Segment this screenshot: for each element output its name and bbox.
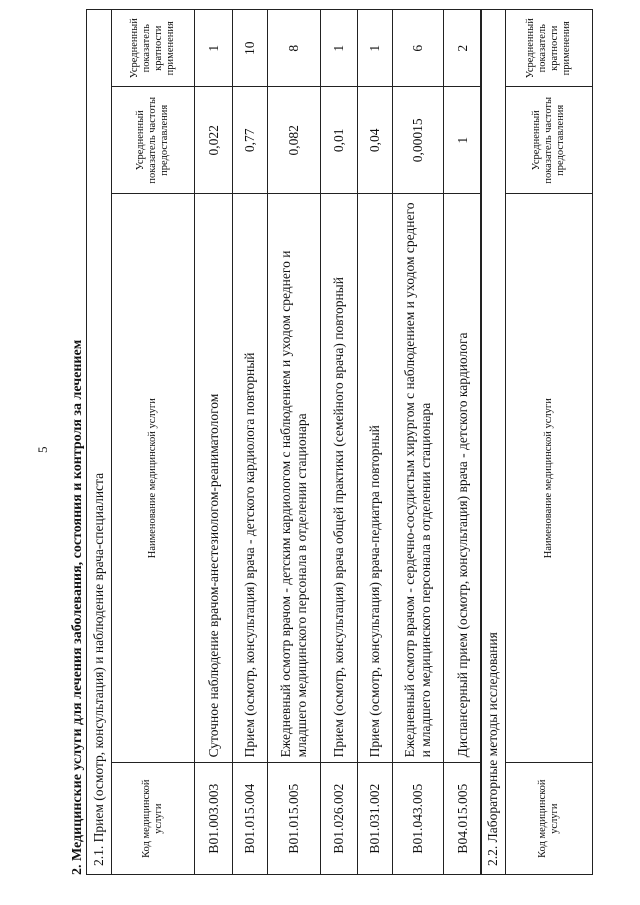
header-code: Код медицинской услуги — [506, 763, 593, 875]
header-multiplicity: Усредненный показатель кратности применения — [506, 10, 593, 87]
table-row — [358, 10, 393, 875]
header-frequency: Усредненный показатель частоты предоставления — [112, 87, 195, 194]
table-row — [195, 10, 233, 875]
table-row — [393, 10, 444, 875]
cell-code: B01.026.002 — [321, 763, 358, 875]
cell-multiplicity: 1 — [195, 10, 233, 87]
cell-name: Ежедневный осмотр врачом - сердечно-сосудистым хирургом с наблюдением и уходом среднего и младшего медицинского персонала в отделении стационара — [393, 194, 444, 763]
consultations-table — [86, 9, 482, 875]
section-heading: 2. Медицинские услуги для лечения заболевания, состояния и контроля за лечением — [70, 339, 85, 875]
table-subheading-row — [481, 10, 506, 875]
cell-frequency: 0,00015 — [393, 87, 444, 194]
cell-name: Суточное наблюдение врачом-анестезиологом-реаниматологом — [195, 194, 233, 763]
table-row — [321, 10, 358, 875]
cell-frequency: 0,022 — [195, 87, 233, 194]
header-name: Наименование медицинской услуги — [506, 194, 593, 763]
table-header-row — [506, 10, 593, 875]
header-multiplicity: Усредненный показатель кратности применения — [112, 10, 195, 87]
cell-frequency: 0,01 — [321, 87, 358, 194]
table-subheading: 2.2. Лабораторные методы исследования — [481, 10, 506, 875]
table-subheading: 2.1. Прием (осмотр, консультация) и наблюдение врача-специалиста — [87, 10, 112, 875]
cell-frequency: 1 — [444, 87, 482, 194]
cell-frequency: 0,77 — [233, 87, 268, 194]
header-name: Наименование медицинской услуги — [112, 194, 195, 763]
cell-code: B01.015.004 — [233, 763, 268, 875]
cell-code: B01.043.005 — [393, 763, 444, 875]
header-code: Код медицинской услуги — [112, 763, 195, 875]
cell-code: B04.015.005 — [444, 763, 482, 875]
cell-name: Прием (осмотр, консультация) врача - детского кардиолога повторный — [233, 194, 268, 763]
cell-multiplicity: 6 — [393, 10, 444, 87]
cell-name: Прием (осмотр, консультация) врача общей практики (семейного врача) повторный — [321, 194, 358, 763]
cell-multiplicity: 10 — [233, 10, 268, 87]
cell-multiplicity: 2 — [444, 10, 482, 87]
cell-multiplicity: 1 — [358, 10, 393, 87]
cell-multiplicity: 8 — [268, 10, 321, 87]
cell-name: Диспансерный прием (осмотр, консультация) врача - детского кардиолога — [444, 194, 482, 763]
cell-multiplicity: 1 — [321, 10, 358, 87]
cell-code: B01.015.005 — [268, 763, 321, 875]
cell-name: Прием (осмотр, консультация) врача-педиатра повторный — [358, 194, 393, 763]
lab-methods-table — [480, 9, 593, 875]
table-subheading-row — [87, 10, 112, 875]
cell-code: B01.031.002 — [358, 763, 393, 875]
cell-frequency: 0,082 — [268, 87, 321, 194]
page-number: 5 — [35, 446, 50, 453]
cell-code: B01.003.003 — [195, 763, 233, 875]
table-row — [444, 10, 482, 875]
header-frequency: Усредненный показатель частоты предоставления — [506, 87, 593, 194]
table-header-row — [112, 10, 195, 875]
table-row — [233, 10, 268, 875]
table-row — [268, 10, 321, 875]
cell-name: Ежедневный осмотр врачом - детским кардиологом с наблюдением и уходом среднего и младшего медицинского персонала в отделении стационара — [268, 194, 321, 763]
cell-frequency: 0,04 — [358, 87, 393, 194]
